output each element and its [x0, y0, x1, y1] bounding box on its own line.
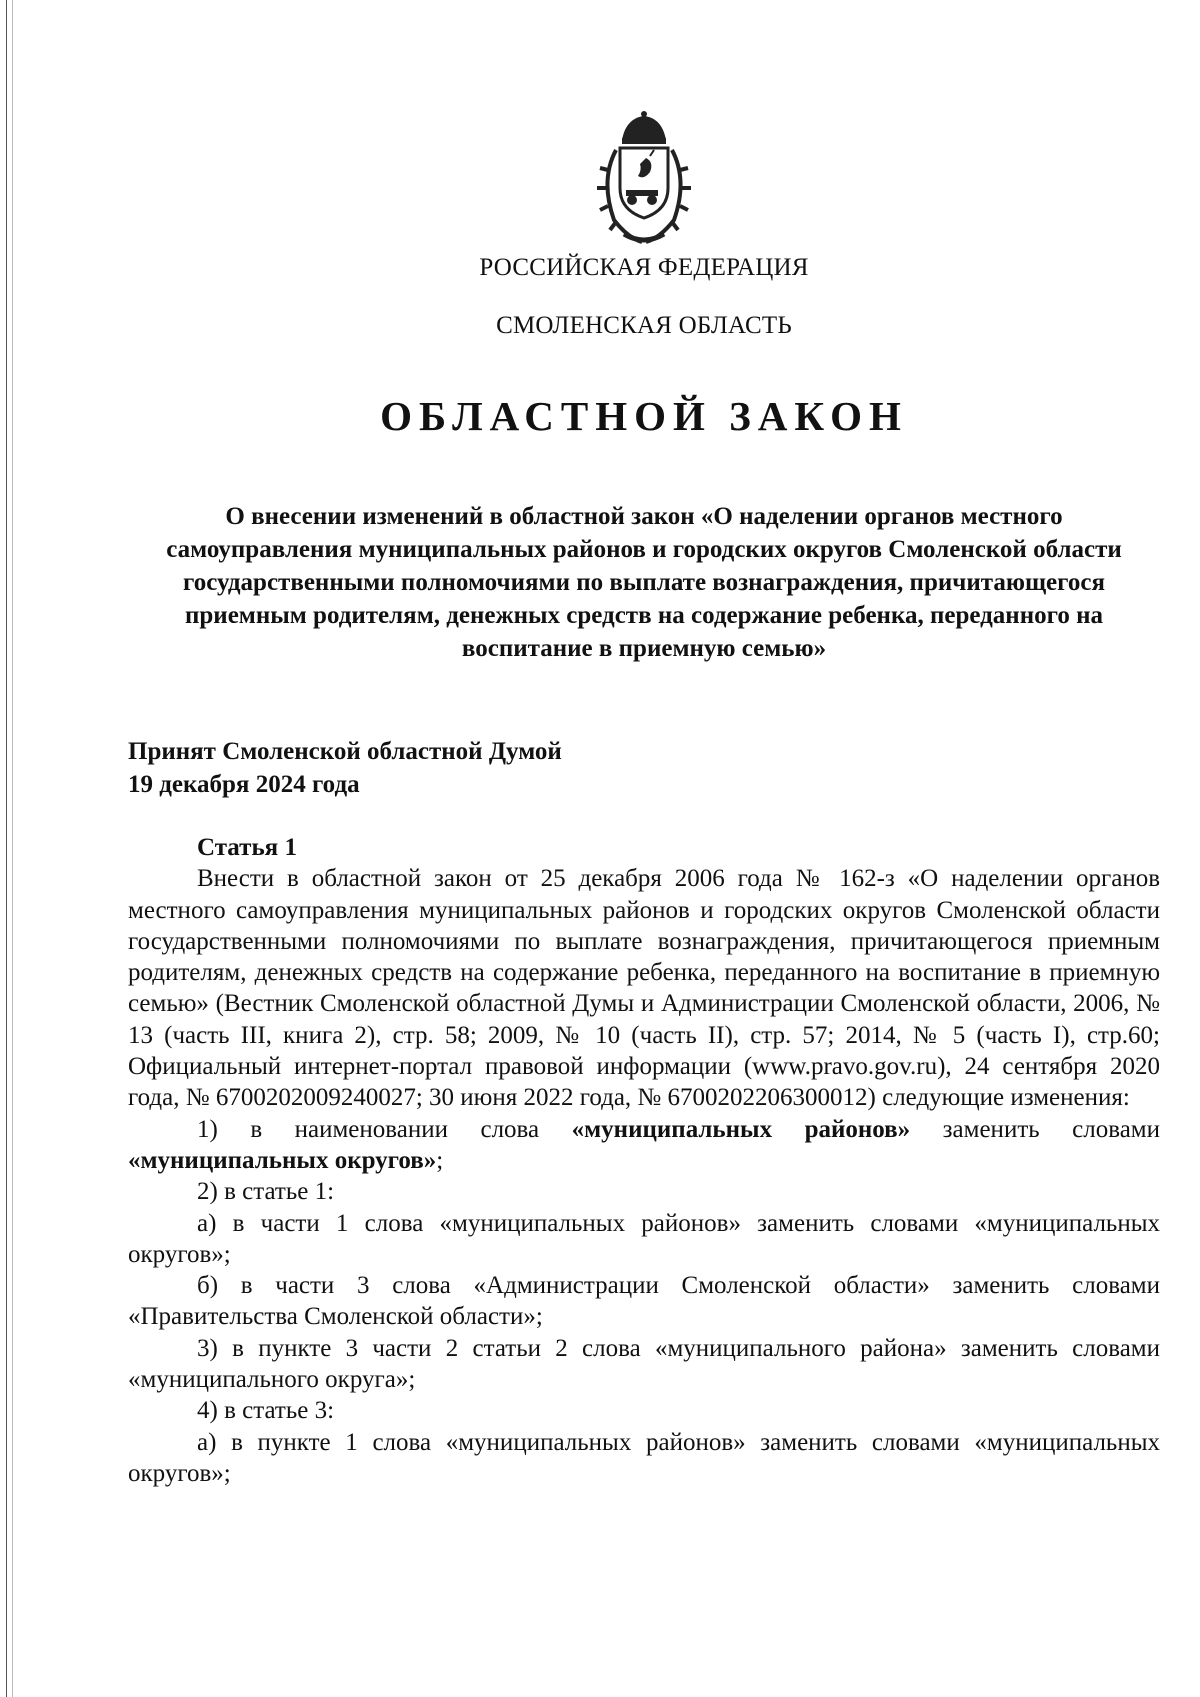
amendment-item-4a: а) в пункте 1 слова «муниципальных районов» заменить словами «муниципальных округов»;: [128, 1428, 1160, 1487]
amendment-item-2b: б) в части 3 слова «Администрации Смоленской области» заменить словами «Правительства Смоленской области»;: [128, 1272, 1160, 1331]
document-type-title: ОБЛАСТНОЙ ЗАКОН: [380, 393, 908, 439]
amendment-item-3: 3) в пункте 3 части 2 статьи 2 слова «муниципального района» заменить словами «муниципального округа»;: [128, 1334, 1160, 1394]
adoption-block: [128, 735, 562, 801]
adopted-by: Принят Смоленской областной Думой: [128, 738, 562, 765]
law-subject-title: О внесении изменений в областной закон «О наделении органов местного самоуправления муниципальных районов и городских округов Смоленской области государственными полномочиями по выплате вознаграждения, причитающегося приемным родителям, денежных средств на содержание ребенка, переданного на воспитание в приемную семью»: [166, 503, 1122, 662]
item-1-suffix: ;: [436, 1146, 444, 1174]
article-heading: Статья 1: [197, 834, 297, 861]
document-page: [128, 0, 1160, 1697]
article-1: [128, 832, 1160, 1489]
item-1-text: 1) в наименовании слова: [197, 1115, 572, 1143]
scan-edge-line-light: [12, 0, 13, 1697]
amendment-item-4: 4) в статье 3:: [197, 1397, 335, 1425]
smolensk-coat-of-arms-icon: [584, 110, 704, 250]
item-1-bold-new: «муниципальных округов»: [128, 1146, 437, 1174]
amendment-item-2: 2) в статье 1:: [197, 1178, 335, 1206]
amendment-item-1: [128, 1114, 1160, 1177]
article-intro-paragraph: Внести в областной закон от 25 декабря 2006 года № 162-з «О наделении органов местного самоуправления муниципальных районов и городских округов Смоленской области государственными полномочиями по выплате вознаграждения, причитающегося приемным родителям, денежных средств на содержание ребенка, переданного на воспитание в приемную семью» (Вестник Смоленской областной Думы и Администрации Смоленской области, 2006, № 13 (часть III, книга 2), стр. 58; 2009, № 10 (часть II), стр. 57; 2014, № 5 (часть I), стр.60; Официальный интернет-портал правовой информации (www.pravo.gov.ru), 24 сентября 2020 года, № 6700202009240027; 30 июня 2022 года, № 6700202206300012) следующие изменения:: [128, 865, 1160, 1112]
scan-edge-line: [6, 0, 7, 1697]
adoption-date: 19 декабря 2024 года: [128, 771, 360, 798]
item-1-text-middle: заменить словами: [910, 1115, 1160, 1143]
region-name: СМОЛЕНСКАЯ ОБЛАСТЬ: [496, 312, 792, 339]
item-1-bold-old: «муниципальных районов»: [571, 1115, 911, 1143]
country-name: РОССИЙСКАЯ ФЕДЕРАЦИЯ: [479, 254, 809, 281]
amendment-item-2a: а) в части 1 слова «муниципальных районов» заменить словами «муниципальных округов»;: [128, 1209, 1160, 1268]
